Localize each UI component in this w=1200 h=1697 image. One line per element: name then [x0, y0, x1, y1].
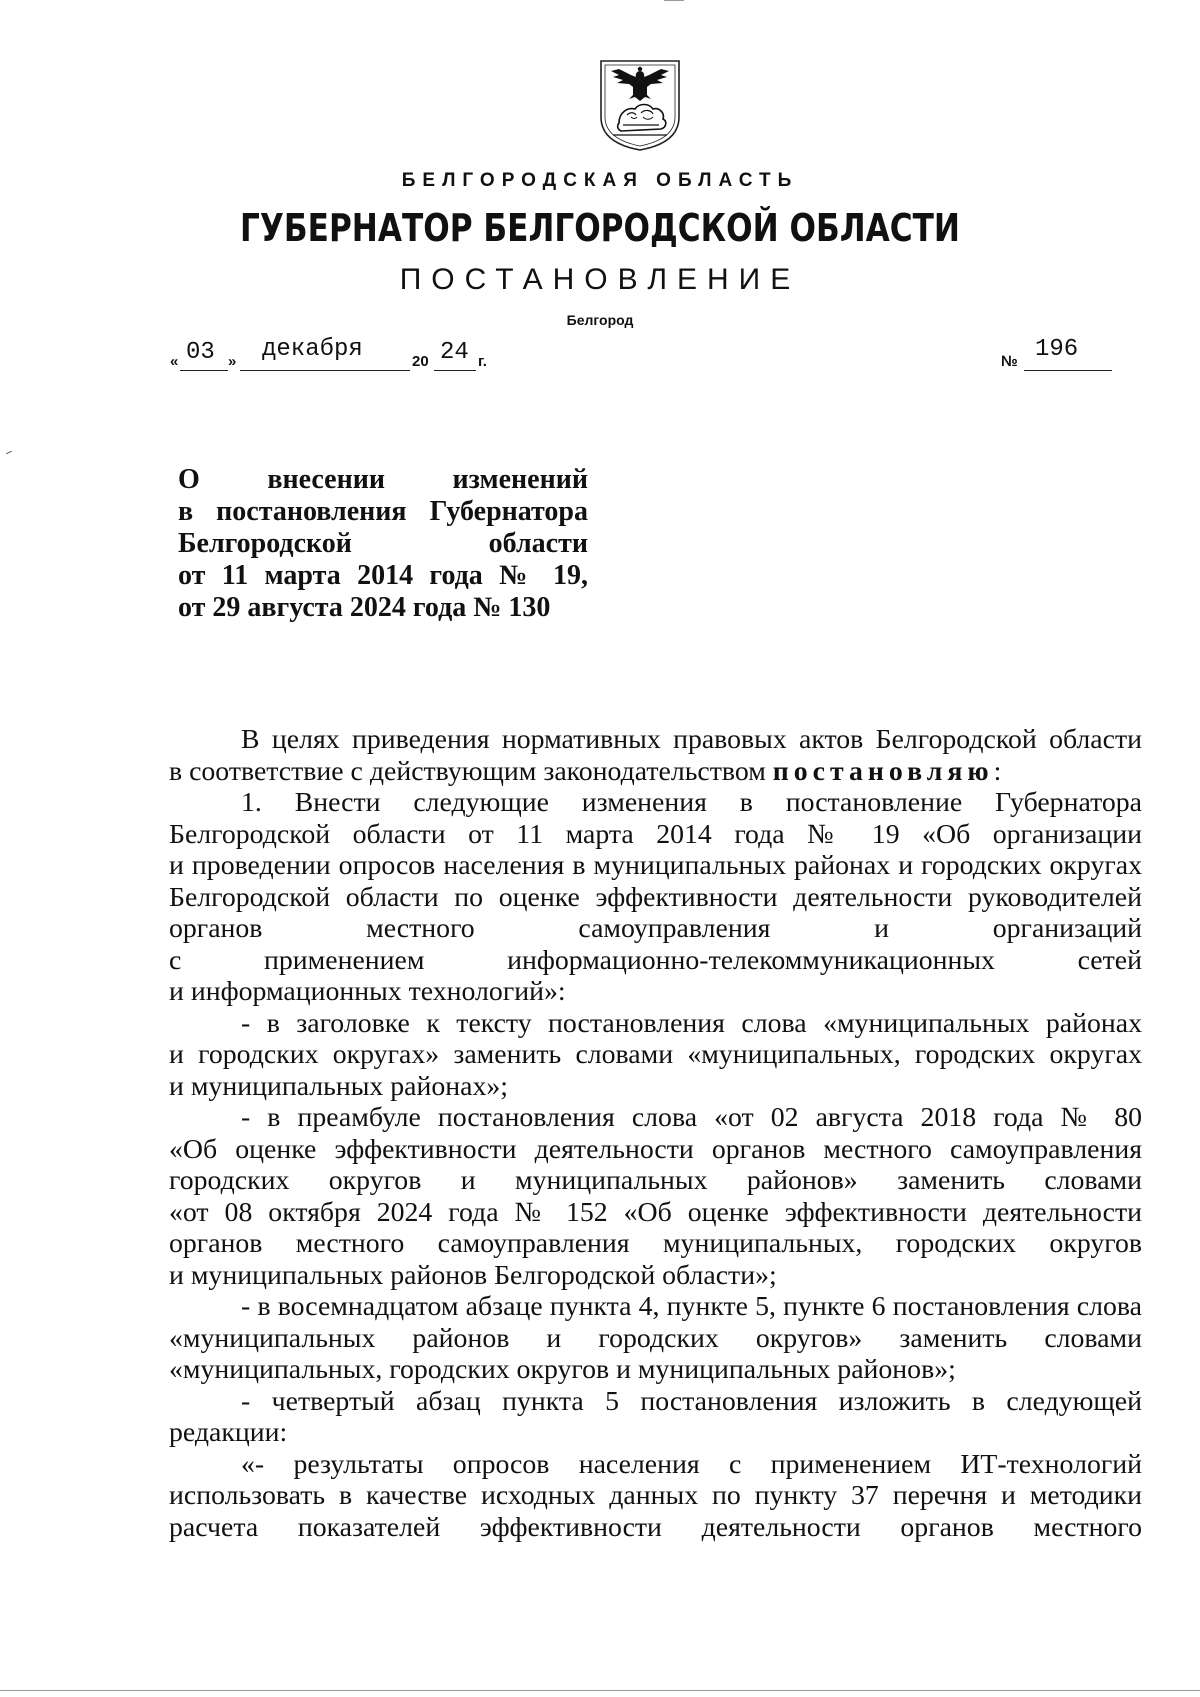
- body-line: В целях приведения нормативных правовых актов Белгородской области: [241, 724, 1142, 755]
- body-line: «муниципальных, городских округов и муниципальных районов»;: [169, 1354, 956, 1385]
- date-open-quote: «: [170, 353, 179, 370]
- body-line: и муниципальных районах»;: [169, 1070, 508, 1102]
- title-line: в постановления Губернатора: [178, 496, 588, 527]
- body-line: «от 08 октября 2024 года № 152 «Об оценке эффективности деятельности: [169, 1196, 1142, 1228]
- scan-edge-line: [0, 1690, 1200, 1691]
- body-line: Белгородской области по оценке эффективности деятельности руководителей: [169, 881, 1142, 913]
- date-close-quote: »: [228, 353, 237, 370]
- date-century: 20: [412, 353, 429, 370]
- body-line: - в заголовке к тексту постановления слова «муниципальных районах: [241, 1007, 1142, 1039]
- date-day: 03: [186, 339, 215, 366]
- region-name: БЕЛГОРОДСКАЯ ОБЛАСТЬ: [401, 170, 799, 191]
- body-line: 1. Внести следующие изменения в постановление Губернатора: [241, 787, 1142, 818]
- number-underline: [1024, 370, 1112, 371]
- body-line: - в восемнадцатом абзаце пункта 4, пункте 5, пункте 6 постановления слова: [241, 1291, 1142, 1322]
- date-year-suffix: г.: [478, 353, 487, 370]
- title-line: Белгородской области: [178, 528, 588, 559]
- intro-text: в соответствие с действующим законодательством: [169, 755, 773, 787]
- resolve-keyword: постановляю: [772, 755, 994, 787]
- body-line: органов местного самоуправления и организаций: [169, 913, 1142, 944]
- title-line: О внесении изменений: [178, 464, 588, 495]
- body-line: городских округов и муниципальных районов» заменить словами: [169, 1165, 1142, 1196]
- title-line: от 29 августа 2024 года № 130: [178, 592, 551, 623]
- body-line: «муниципальных районов и городских округов» заменить словами: [169, 1322, 1142, 1354]
- city-name: Белгород: [566, 312, 634, 328]
- date-month: декабря: [262, 336, 363, 363]
- body-line: с применением информационно-телекоммуникационных сетей: [169, 944, 1142, 976]
- body-line: использовать в качестве исходных данных по пункту 37 перечня и методики: [169, 1480, 1142, 1511]
- document-body: [169, 724, 1142, 1543]
- body-line: и муниципальных районов Белгородской области»;: [169, 1259, 777, 1291]
- body-line: и городских округах» заменить словами «муниципальных, городских округах: [169, 1039, 1142, 1070]
- body-line: «Об оценке эффективности деятельности органов местного самоуправления: [169, 1133, 1142, 1165]
- number-label: №: [1001, 353, 1018, 370]
- intro-colon: :: [993, 755, 1002, 787]
- title-line: от 11 марта 2014 года № 19,: [178, 560, 588, 591]
- document-type: ПОСТАНОВЛЕНИЕ: [399, 263, 801, 296]
- body-line: - четвертый абзац пункта 5 постановления изложить в следующей: [241, 1385, 1142, 1417]
- body-line: и информационных технологий»:: [169, 976, 566, 1007]
- body-line: органов местного самоуправления муниципальных, городских округов: [169, 1228, 1142, 1259]
- document-title: [178, 464, 588, 624]
- body-line: «- результаты опросов населения с применением ИТ-технологий: [241, 1448, 1142, 1480]
- body-line: редакции:: [169, 1417, 288, 1448]
- body-line: - в преамбуле постановления слова «от 02 августа 2018 года № 80: [241, 1102, 1142, 1133]
- body-line: и проведении опросов населения в муниципальных районах и городских округах: [169, 850, 1142, 881]
- authority-title: ГУБЕРНАТОР БЕЛГОРОДСКОЙ ОБЛАСТИ: [240, 206, 960, 250]
- body-line: [169, 756, 1142, 788]
- scan-mark: [6, 451, 12, 454]
- coat-of-arms-emblem: [597, 57, 683, 153]
- month-underline: [240, 370, 410, 371]
- date-year: 24: [440, 339, 469, 366]
- scan-mark: [664, 0, 684, 1]
- year-underline: [434, 370, 476, 371]
- day-underline: [180, 370, 228, 371]
- body-line: Белгородской области от 11 марта 2014 года № 19 «Об организации: [169, 818, 1142, 850]
- document-number: 196: [1035, 336, 1079, 363]
- body-line: расчета показателей эффективности деятельности органов местного: [169, 1511, 1142, 1543]
